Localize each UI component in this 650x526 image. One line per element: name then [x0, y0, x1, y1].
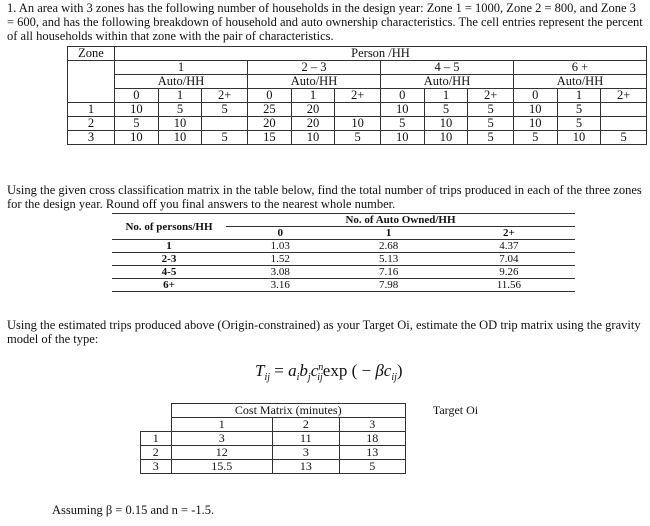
percent-cell: 5	[513, 131, 557, 145]
auto-level: 2+	[202, 89, 248, 103]
persons-cell: 2-3	[112, 253, 226, 266]
formula-part: ij	[264, 372, 271, 383]
assumption-text: Assuming β = 0.15 and n = -1.5.	[52, 503, 215, 517]
auto-level: 1	[557, 89, 601, 103]
person-hh-header: Person /HH	[115, 47, 647, 61]
percent-cell	[601, 103, 647, 117]
cost-cell: 5	[339, 460, 405, 474]
auto-level: 1	[424, 89, 468, 103]
zone-cell: 1	[141, 432, 172, 446]
percent-cell: 10	[291, 131, 335, 145]
cost-matrix-table	[140, 403, 505, 474]
percent-cell: 10	[513, 117, 557, 131]
rate-cell: 5.13	[334, 253, 442, 266]
table-row	[112, 240, 575, 253]
percent-cell: 5	[202, 131, 248, 145]
rate-cell: 9.26	[443, 266, 575, 279]
percent-cell: 20	[291, 117, 335, 131]
auto-level: 2+	[443, 227, 575, 240]
percent-cell: 15	[247, 131, 291, 145]
table-row	[112, 253, 575, 266]
formula-part: ij	[317, 372, 323, 383]
formula-part: j	[307, 372, 311, 383]
percent-cell: 10	[115, 131, 159, 145]
persons-cell: 6+	[112, 279, 226, 292]
percent-cell: 10	[513, 103, 557, 117]
percent-cell: 10	[335, 117, 381, 131]
auto-level: 0	[247, 89, 291, 103]
formula-part: =	[270, 361, 289, 380]
auto-level: 1	[334, 227, 442, 240]
percent-cell: 5	[380, 117, 424, 131]
cost-matrix-title: Cost Matrix (minutes)	[171, 404, 406, 418]
zone-cell: 2	[141, 446, 172, 460]
auto-level: 2+	[601, 89, 647, 103]
zone-cell: 1	[68, 103, 115, 117]
formula-part: c	[310, 361, 319, 380]
rate-cell: 1.52	[226, 253, 334, 266]
percent-cell: 25	[247, 103, 291, 117]
household-table	[67, 46, 647, 145]
auto-level: 0	[380, 89, 424, 103]
auto-level: 1	[158, 89, 202, 103]
percent-cell: 20	[247, 117, 291, 131]
percent-cell: 20	[291, 103, 335, 117]
table-row	[68, 131, 647, 145]
q2-text: Using the estimated trips produced above (Origin-constrained) as your Target Oi, estimate the OD trip matrix using the gravity model of the type:	[7, 318, 641, 346]
table-row	[141, 432, 506, 446]
auto-level: 2+	[335, 89, 381, 103]
percent-cell: 10	[424, 117, 468, 131]
percent-cell: 5	[468, 117, 514, 131]
cost-cell: 13	[273, 460, 339, 474]
zone-cell: 2	[68, 117, 115, 131]
table-row	[141, 446, 506, 460]
zone-cell: 3	[141, 460, 172, 474]
group-header: 2 – 3	[247, 61, 380, 75]
rate-cell: 11.56	[443, 279, 575, 292]
formula-part: a	[288, 361, 297, 380]
percent-cell: 5	[335, 131, 381, 145]
auto-level: 0	[513, 89, 557, 103]
zone-header: Zone	[68, 47, 115, 61]
percent-cell: 10	[115, 103, 159, 117]
percent-cell: 10	[380, 103, 424, 117]
cost-cell: 18	[339, 432, 405, 446]
formula-part: )	[396, 361, 403, 380]
persons-cell: 1	[112, 240, 226, 253]
cost-cell: 15.5	[171, 460, 273, 474]
auto-hh-label: Auto/HH	[513, 75, 646, 89]
percent-cell	[202, 117, 248, 131]
col-header: 1	[171, 418, 273, 432]
cost-cell: 13	[339, 446, 405, 460]
auto-level: 2+	[468, 89, 514, 103]
cost-cell: 11	[273, 432, 339, 446]
formula-part: ij	[391, 372, 397, 383]
auto-level: 0	[115, 89, 159, 103]
formula-part: T	[255, 361, 265, 380]
rate-cell: 2.68	[334, 240, 442, 253]
q1-intro-text: 1. An area with 3 zones has the following number of households in the design year: Zone 1 = 1000, Zone 2 = 800, and Zone 3 = 600, and has the following breakdown of household and auto ownership characteristics. The cell entries represent the percent of all households within that zone with the pair of characteristics.	[7, 1, 643, 43]
percent-cell: 5	[202, 103, 248, 117]
table-row	[112, 279, 575, 292]
persons-header: No. of persons/HH	[112, 214, 226, 240]
formula-part: ( −	[347, 361, 376, 380]
trip-rate-table	[112, 213, 575, 292]
group-header: 4 – 5	[380, 61, 513, 75]
percent-cell: 10	[424, 131, 468, 145]
rate-cell: 7.16	[334, 266, 442, 279]
autos-header: No. of Auto Owned/HH	[226, 214, 575, 227]
table-row	[68, 103, 647, 117]
formula-part: exp	[322, 361, 348, 380]
rate-cell: 7.98	[334, 279, 442, 292]
auto-hh-label: Auto/HH	[115, 75, 248, 89]
auto-level: 0	[226, 227, 334, 240]
percent-cell	[601, 117, 647, 131]
cost-cell: 3	[171, 432, 273, 446]
cost-cell: 12	[171, 446, 273, 460]
gravity-model-formula	[255, 361, 403, 383]
rate-cell: 3.08	[226, 266, 334, 279]
rate-cell: 7.04	[443, 253, 575, 266]
persons-cell: 4-5	[112, 266, 226, 279]
percent-cell: 10	[380, 131, 424, 145]
percent-cell: 5	[468, 131, 514, 145]
col-header: 2	[273, 418, 339, 432]
formula-part: i	[296, 372, 300, 383]
group-header: 6 +	[513, 61, 646, 75]
table-row	[141, 460, 506, 474]
percent-cell: 5	[158, 103, 202, 117]
rate-cell: 4.37	[443, 240, 575, 253]
q1-task-text: Using the given cross classification matrix in the table below, find the total number of trips produced in each of the three zones for the design year. Round off you final answers to the nearest whole number.	[7, 183, 642, 211]
auto-hh-label: Auto/HH	[247, 75, 380, 89]
percent-cell: 5	[601, 131, 647, 145]
percent-cell: 5	[557, 117, 601, 131]
cost-cell: 3	[273, 446, 339, 460]
percent-cell: 5	[468, 103, 514, 117]
percent-cell: 10	[557, 131, 601, 145]
col-header: 3	[339, 418, 405, 432]
percent-cell: 5	[115, 117, 159, 131]
percent-cell	[335, 103, 381, 117]
percent-cell: 10	[158, 131, 202, 145]
group-header: 1	[115, 61, 248, 75]
zone-cell: 3	[68, 131, 115, 145]
percent-cell: 10	[158, 117, 202, 131]
table-row	[68, 117, 647, 131]
formula-part: βc	[375, 361, 392, 380]
percent-cell: 5	[424, 103, 468, 117]
auto-level: 1	[291, 89, 335, 103]
table-row	[112, 266, 575, 279]
rate-cell: 1.03	[226, 240, 334, 253]
percent-cell: 5	[557, 103, 601, 117]
rate-cell: 3.16	[226, 279, 334, 292]
auto-hh-label: Auto/HH	[380, 75, 513, 89]
formula-part: n	[318, 362, 324, 373]
target-oi-label: Target Oi	[406, 404, 506, 432]
formula-part: b	[299, 361, 308, 380]
